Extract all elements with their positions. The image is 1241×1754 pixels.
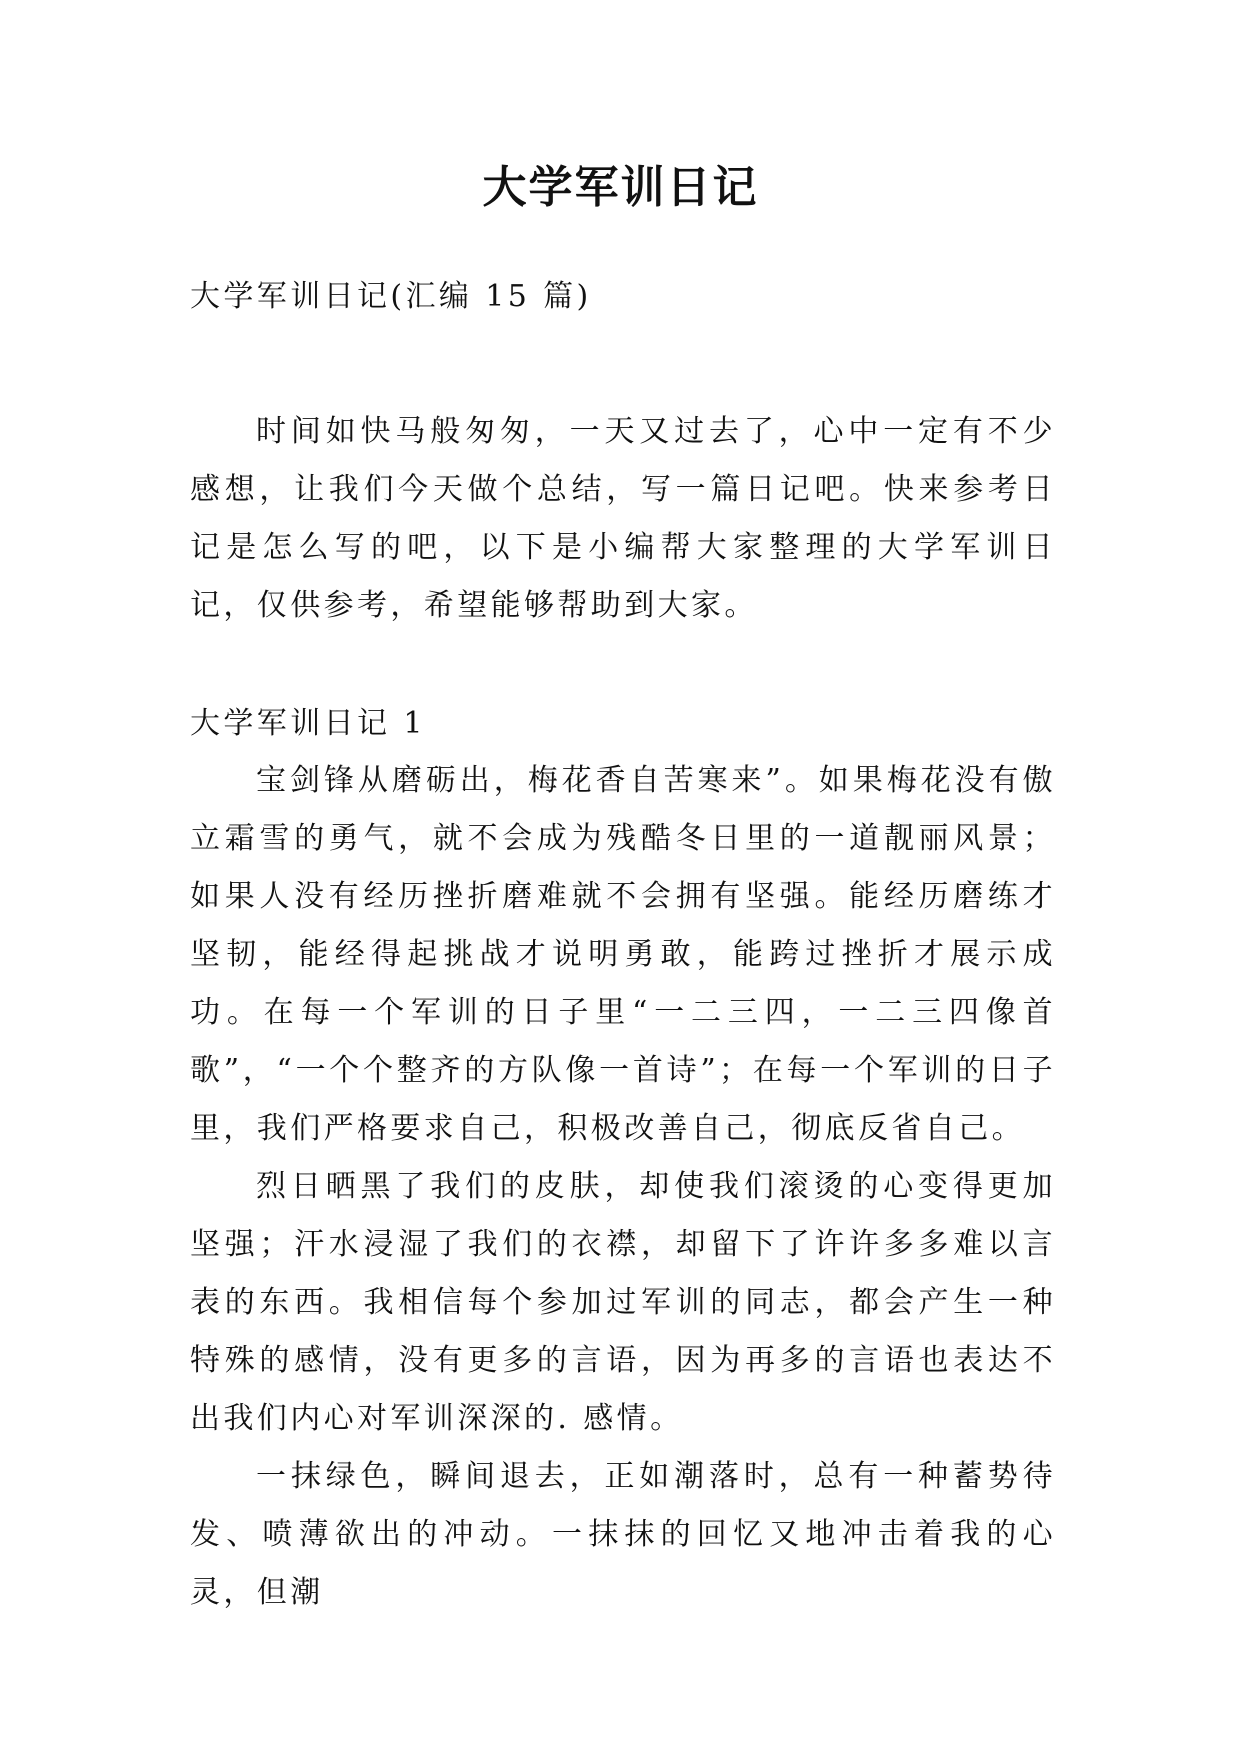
section-heading: 大学军训日记 1 — [190, 706, 426, 741]
body-paragraph: 宝剑锋从磨砺出，梅花香自苦寒来”。如果梅花没有傲立霜雪的勇气，就不会成为残酷冬日里的一道靓丽风景；如果人没有经历挫折磨难就不会拥有坚强。能经历磨练才坚韧，能经得起挑战才说明勇敢，能跨过挫折才展示成功。在每一个军训的日子里“一二三四，一二三四像首歌”，“一个个整齐的方队像一首诗”；在每一个军训的日子里，我们严格要求自己，积极改善自己，彻底反省自己。 — [190, 763, 1056, 1146]
intro-paragraph: 时间如快马般匆匆，一天又过去了，心中一定有不少感想，让我们今天做个总结，写一篇日记吧。快来参考日记是怎么写的吧，以下是小编帮大家整理的大学军训日记，仅供参考，希望能够帮助到大家。 — [190, 414, 1056, 623]
document-title: 大学军训日记 — [482, 162, 759, 213]
body-paragraph: 烈日晒黑了我们的皮肤，却使我们滚烫的心变得更加坚强；汗水浸湿了我们的衣襟，却留下了许许多多难以言表的东西。我相信每个参加过军训的同志，都会产生一种特殊的感情，没有更多的言语，因为再多的言语也表达不出我们内心对军训深深的. 感情。 — [190, 1169, 1056, 1436]
body-paragraph: 一抹绿色，瞬间退去，正如潮落时，总有一种蓄势待发、喷薄欲出的冲动。一抹抹的回忆又地冲击着我的心灵，但潮 — [190, 1459, 1056, 1610]
document-subtitle: 大学军训日记(汇编 15 篇) — [190, 279, 592, 314]
